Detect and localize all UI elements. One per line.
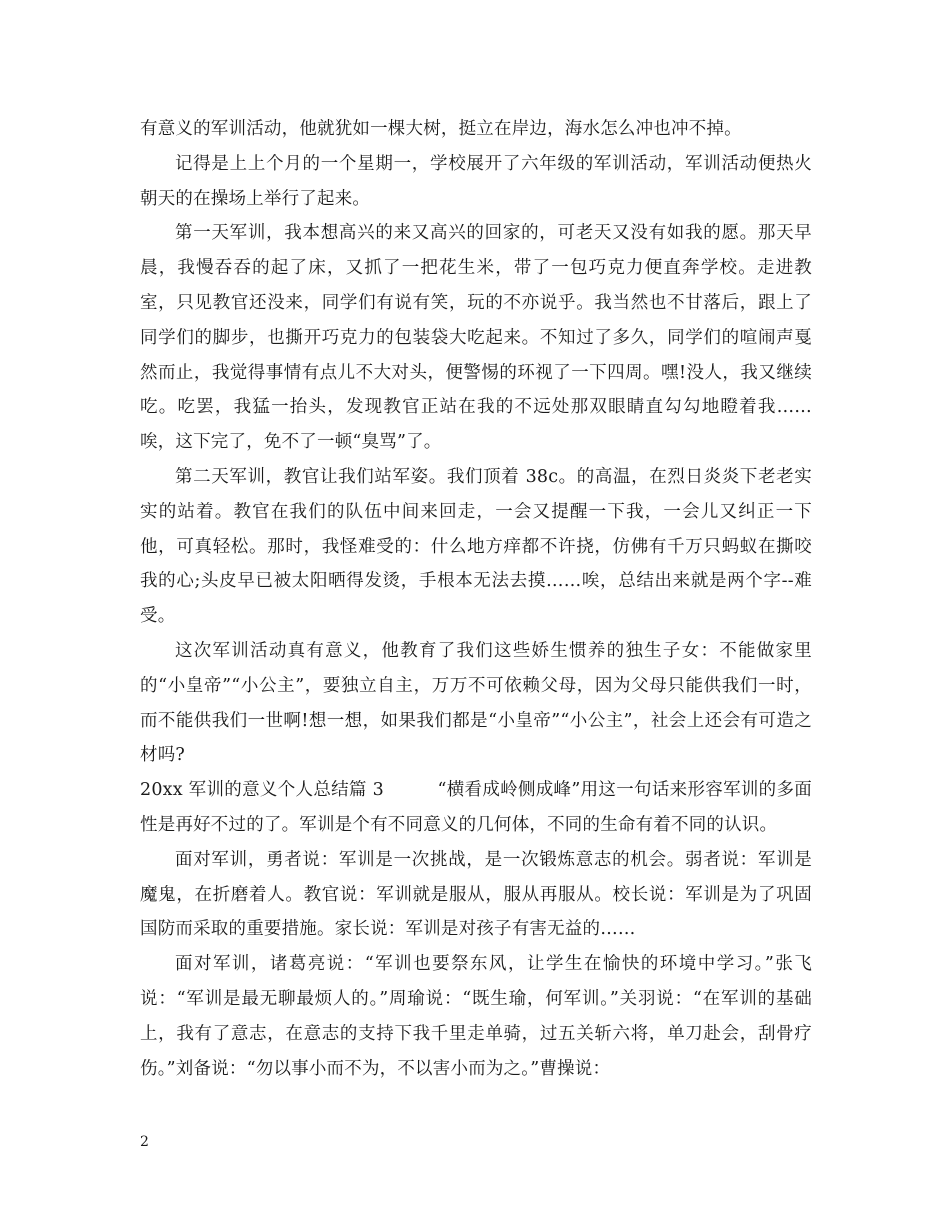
paragraph-8: 面对军训，诸葛亮说：“军训也要祭东风，让学生在愉快的环境中学习。”张飞说：“军训是最无聊最烦人的。”周瑜说：“既生瑜，何军训。”关羽说：“在军训的基础上，我有了意志，在意志的支持下我千里走单骑，过五关斩六将，单刀赴会，刮骨疗伤。”刘备说：“勿以事小而不为，不以害小而为之。”曹操说： [140, 954, 812, 1079]
page-number: 2 [140, 1134, 149, 1150]
paragraph-5: 这次军训活动真有意义，他教育了我们这些娇生惯养的独生子女：不能做家里的“小皇帝”“小公主”，要独立自主，万万不可依赖父母，因为父母只能供我们一时，而不能供我们一世啊!想一想，如果我们都是“小皇帝”“小公主”，社会上还会有可造之材吗? [140, 640, 812, 766]
document-body [140, 112, 812, 1086]
paragraph-6-section-heading: 20xx 军训的意义个人总结篇 3 “横看成岭侧成峰”用这一句话来形容军训的多面性是再好不过的了。军训是个有不同意义的几何体，不同的生命有着不同的认识。 [140, 780, 812, 835]
paragraph-2: 记得是上上个月的一个星期一，学校展开了六年级的军训活动，军训活动便热火朝天的在操场上举行了起来。 [140, 153, 812, 209]
paragraph-3: 第一天军训，我本想高兴的来又高兴的回家的，可老天又没有如我的愿。那天早晨，我慢吞吞的起了床，又抓了一把花生米，带了一包巧克力便直奔学校。走进教室，只见教官还没来，同学们有说有笑，玩的不亦说乎。我当然也不甘落后，跟上了同学们的脚步，也撕开巧克力的包装袋大吃起来。不知过了多久，同学们的喧闹声戛然而止，我觉得事情有点儿不大对头，便警惕的环视了一下四周。嘿!没人，我又继续吃。吃罢，我猛一抬头，发现教官正站在我的不远处那双眼睛直勾勾地瞪着我……唉，这下完了，免不了一顿“臭骂”了。 [140, 223, 812, 453]
paragraph-4: 第二天军训，教官让我们站军姿。我们顶着 38c。的高温，在烈日炎炎下老老实实的站着。教官在我们的队伍中间来回走，一会又提醒一下我，一会儿又纠正一下他，可真轻松。那时，我怪难受的：什么地方痒都不许挠，仿佛有千万只蚂蚁在撕咬我的心;头皮早已被太阳晒得发烫，手根本无法去摸……唉，总结出来就是两个字--难受。 [140, 466, 812, 627]
paragraph-1: 有意义的军训活动，他就犹如一棵大树，挺立在岸边，海水怎么冲也冲不掉。 [140, 119, 742, 139]
paragraph-7: 面对军训，勇者说：军训是一次挑战，是一次锻炼意志的机会。弱者说：军训是魔鬼，在折磨着人。教官说：军训就是服从，服从再服从。校长说：军训是为了巩固国防而采取的重要措施。家长说：军训是对孩子有害无益的…… [140, 849, 812, 940]
